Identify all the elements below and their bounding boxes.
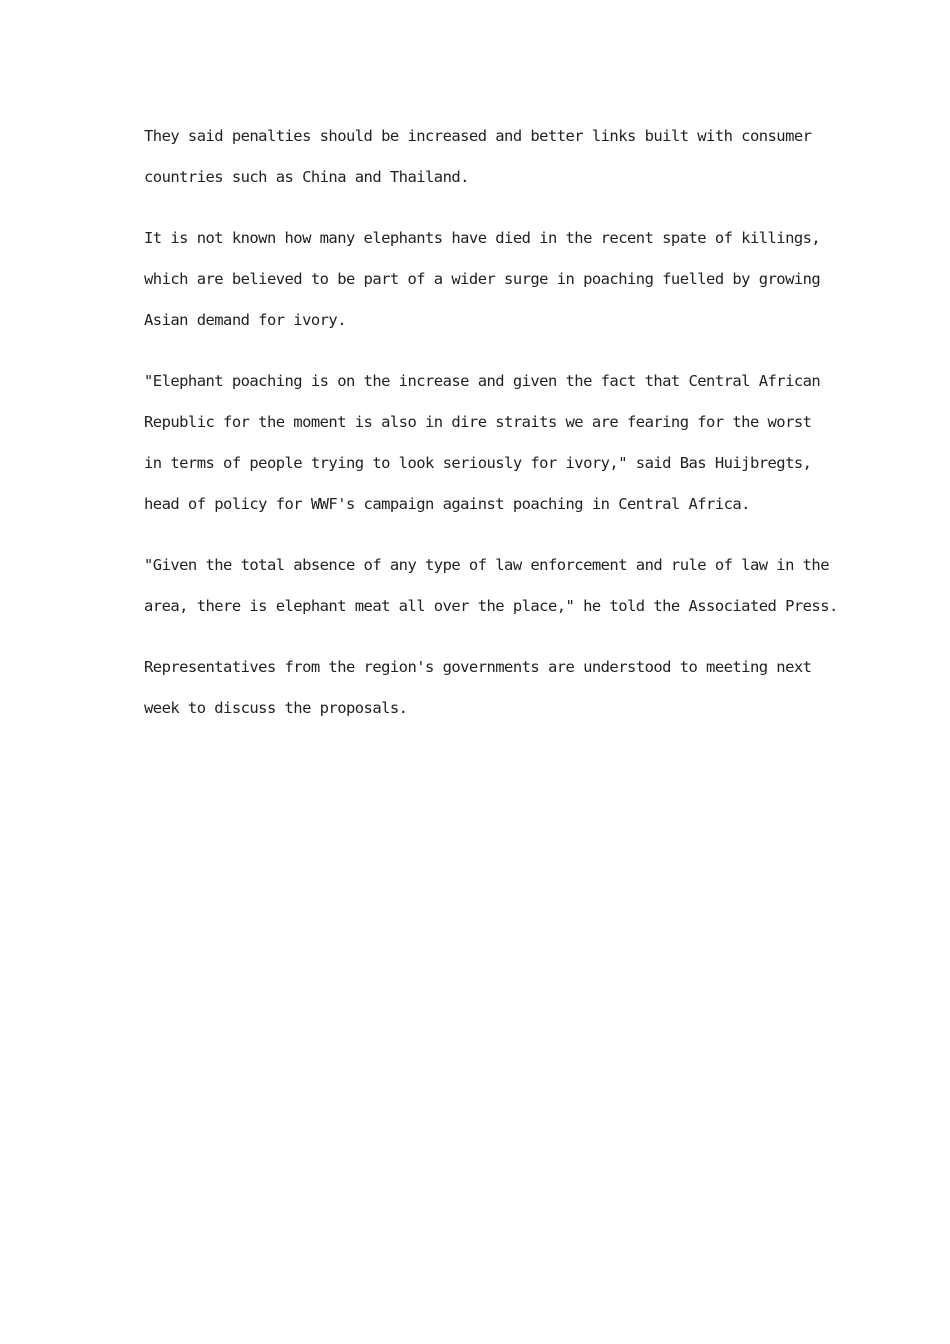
paragraph-representatives [144, 647, 824, 729]
text-line: in terms of people trying to look seriously for ivory," said Bas Huijbregts, [144, 454, 812, 472]
text-line: It is not known how many elephants have died in the recent spate of killings, [144, 229, 821, 247]
text-line: head of policy for WWF's campaign against poaching in Central Africa. [144, 495, 750, 513]
paragraph-elephants-died [144, 218, 824, 341]
text-line: Republic for the moment is also in dire straits we are fearing for the worst [144, 413, 812, 431]
text-line: "Elephant poaching is on the increase and given the fact that Central African [144, 372, 821, 390]
text-line: Representatives from the region's governments are understood to meeting next [144, 658, 812, 676]
text-line: "Given the total absence of any type of law enforcement and rule of law in the [144, 556, 829, 574]
paragraph-quote-law-enforcement [144, 545, 838, 627]
text-line: Asian demand for ivory. [144, 311, 346, 329]
paragraph-quote-huijbregts [144, 361, 824, 525]
text-line: week to discuss the proposals. [144, 699, 408, 717]
text-line: countries such as China and Thailand. [144, 168, 469, 186]
text-line: They said penalties should be increased and better links built with consumer [144, 127, 812, 145]
paragraph-penalties [144, 116, 824, 198]
text-line: area, there is elephant meat all over the place," he told the Associated Press. [144, 597, 838, 615]
text-line: which are believed to be part of a wider surge in poaching fuelled by growing [144, 270, 821, 288]
article-body [144, 116, 838, 749]
